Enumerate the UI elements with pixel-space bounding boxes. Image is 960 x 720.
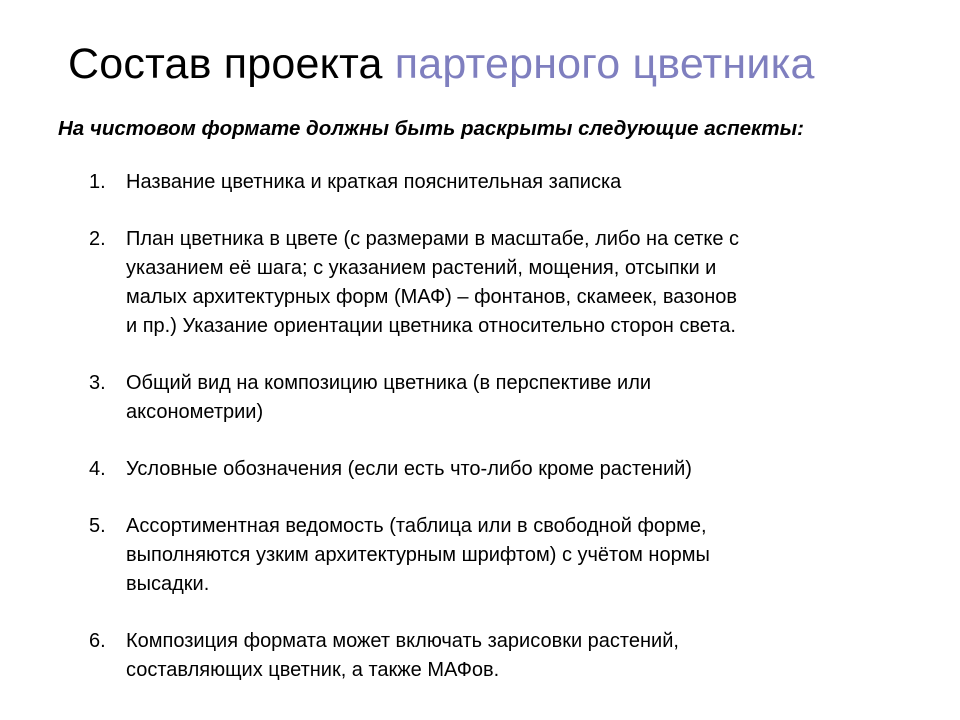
slide-title xyxy=(68,38,815,90)
item-text-line: Общий вид на композицию цветника (в перспективе или xyxy=(126,372,652,394)
item-number: 6. xyxy=(89,630,106,652)
list-item xyxy=(0,512,866,599)
list-item xyxy=(0,455,866,484)
slide-subtitle: На чистовом формате должны быть раскрыты следующие аспекты: xyxy=(58,117,804,140)
item-text-line: указанием её шага; с указанием растений, мощения, отсыпки и xyxy=(126,257,717,279)
item-number: 1. xyxy=(89,171,106,193)
item-number: 3. xyxy=(89,372,106,394)
item-number: 2. xyxy=(89,228,106,250)
title-accent: партерного цветника xyxy=(394,40,815,88)
requirements-list xyxy=(0,168,960,713)
list-item xyxy=(0,369,866,427)
list-item xyxy=(0,168,866,197)
item-text-line: Условные обозначения (если есть что-либо кроме растений) xyxy=(126,458,692,480)
item-text-line: выполняются узким архитектурным шрифтом) с учётом нормы xyxy=(126,544,710,566)
list-item xyxy=(0,627,866,685)
item-text-line: аксонометрии) xyxy=(126,401,264,423)
item-text-line: План цветника в цвете (с размерами в масштабе, либо на сетке с xyxy=(126,228,740,250)
item-text-line: составляющих цветник, а также МАФов. xyxy=(126,659,500,681)
list-item xyxy=(0,225,866,341)
item-text-line: Ассортиментная ведомость (таблица или в свободной форме, xyxy=(126,515,707,537)
item-text-line: высадки. xyxy=(126,573,210,595)
item-text-line: и пр.) Указание ориентации цветника относительно сторон света. xyxy=(126,315,736,337)
item-number: 5. xyxy=(89,515,106,537)
title-main: Состав проекта xyxy=(68,40,395,88)
item-text-line: Название цветника и краткая пояснительная записка xyxy=(126,171,622,193)
item-text-line: Композиция формата может включать зарисовки растений, xyxy=(126,630,679,652)
item-number: 4. xyxy=(89,458,106,480)
item-text-line: малых архитектурных форм (МАФ) – фонтанов, скамеек, вазонов xyxy=(126,286,737,308)
